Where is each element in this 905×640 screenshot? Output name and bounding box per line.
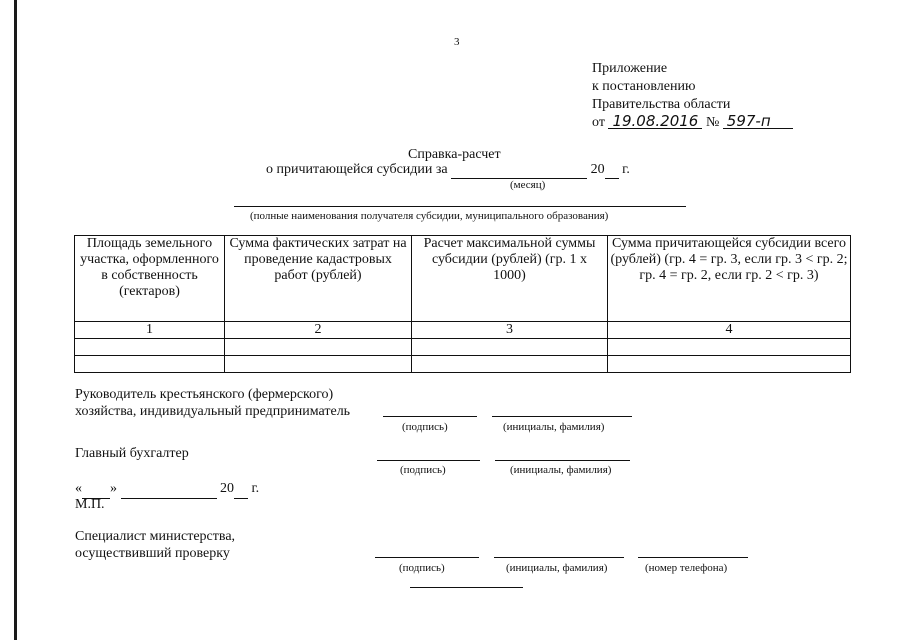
number-prefix: № <box>705 115 720 130</box>
handwritten-date: 19.08.2016 <box>608 114 702 129</box>
appendix-block <box>592 60 832 132</box>
subsidy-table <box>74 235 851 373</box>
month-blank <box>451 162 587 179</box>
table-cell <box>75 339 225 356</box>
scan-edge-bar <box>14 0 17 640</box>
date-close-quote: » <box>110 481 117 496</box>
appendix-date-line <box>592 114 832 132</box>
head-name-caption: (инициалы, фамилия) <box>503 421 605 433</box>
accountant-name-line <box>495 460 630 461</box>
specialist-phone-caption: (номер телефона) <box>645 562 728 574</box>
date-year-prefix: 20 <box>220 481 234 496</box>
table-cell <box>225 339 412 356</box>
page-number: 3 <box>454 36 460 48</box>
table-cell <box>75 356 225 373</box>
date-open-quote: « <box>75 481 82 496</box>
handwritten-number: 597-п <box>723 114 793 129</box>
specialist-name-line <box>494 557 624 558</box>
head-signature-line <box>383 416 477 417</box>
column-number: 3 <box>412 322 608 339</box>
table-row <box>75 356 851 373</box>
table-cell <box>608 356 851 373</box>
date-prefix: от <box>592 115 605 130</box>
column-number: 4 <box>608 322 851 339</box>
date-year-suffix: г. <box>251 481 260 496</box>
column-number: 1 <box>75 322 225 339</box>
month-name-blank <box>121 480 217 499</box>
head-title-line-1: Руководитель крестьянского (фермерского) <box>75 387 334 402</box>
recipient-line <box>234 206 686 207</box>
appendix-line-3: Правительства области <box>592 97 731 112</box>
head-name-line <box>492 416 632 417</box>
specialist-title-line-1: Специалист министерства, <box>75 529 236 544</box>
table-cell <box>412 356 608 373</box>
table-cell <box>608 339 851 356</box>
year-blank <box>605 162 619 179</box>
head-signature-caption: (подпись) <box>402 421 448 433</box>
month-caption: (месяц) <box>510 179 546 191</box>
table-row <box>75 339 851 356</box>
document-subtitle <box>266 162 630 179</box>
specialist-title-line-2: осуществивший проверку <box>75 546 230 561</box>
header-max-sum: Расчет максимальной суммы субсидии (рублей) (гр. 1 х 1000) <box>412 236 608 322</box>
appendix-line-1: Приложение <box>592 61 668 76</box>
head-title-line-2: хозяйства, индивидуальный предприниматель <box>75 404 351 419</box>
year-suffix: г. <box>622 162 630 177</box>
accountant-title: Главный бухгалтер <box>75 446 189 461</box>
table-cell <box>225 356 412 373</box>
date-year-blank <box>234 480 248 499</box>
specialist-phone-line <box>638 557 748 558</box>
accountant-name-caption: (инициалы, фамилия) <box>510 464 612 476</box>
appendix-line-2: к постановлению <box>592 79 696 94</box>
header-area: Площадь земельного участка, оформленного в собственность (гектаров) <box>75 236 225 322</box>
specialist-name-caption: (инициалы, фамилия) <box>506 562 608 574</box>
specialist-signature-caption: (подпись) <box>399 562 445 574</box>
document-title: Справка-расчет <box>408 147 501 162</box>
subtitle-text: о причитающейся субсидии за <box>266 162 448 177</box>
recipient-caption: (полные наименования получателя субсидии, муниципального образования) <box>250 210 609 222</box>
accountant-signature-line <box>377 460 480 461</box>
column-number: 2 <box>225 322 412 339</box>
footer-line <box>410 587 523 588</box>
header-subsidy-total: Сумма причитающейся субсидии всего (рублей) (гр. 4 = гр. 3, если гр. 3 < гр. 2; гр. 4 = гр. 2, если гр. 2 < гр. 3) <box>608 236 851 322</box>
table-cell <box>412 339 608 356</box>
specialist-signature-line <box>375 557 479 558</box>
year-prefix: 20 <box>590 162 605 177</box>
table-row <box>75 322 851 339</box>
accountant-signature-caption: (подпись) <box>400 464 446 476</box>
stamp-place: М.П. <box>75 497 105 512</box>
header-costs: Сумма фактических затрат на проведение кадастровых работ (рублей) <box>225 236 412 322</box>
